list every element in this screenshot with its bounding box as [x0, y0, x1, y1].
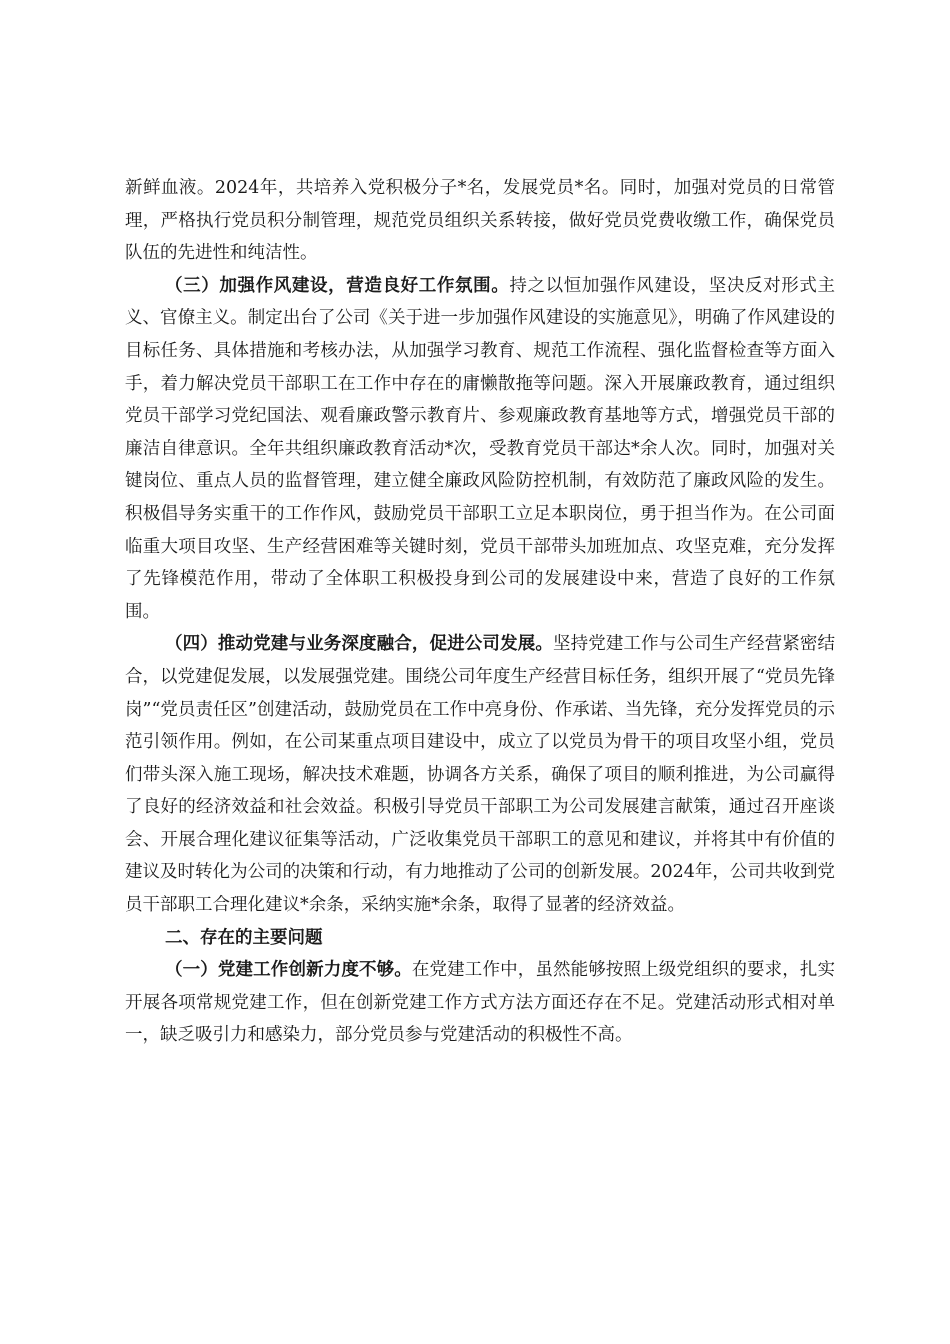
- paragraph-lead-heading: （三）加强作风建设，营造良好工作氛围。: [165, 275, 510, 296]
- paragraph-lead-heading: （一）党建工作创新力度不够。: [165, 960, 412, 981]
- paragraph-text: 新鲜血液。2024年，共培养入党积极分子*名，发展党员*名。同时，加强对党员的日常管理，严格执行党员积分制管理，规范党员组织关系转接，做好党员党费收缴工作，确保党员队伍的先进性和纯洁性。: [125, 178, 835, 264]
- paragraph-lead-heading: （四）推动党建与业务深度融合，促进公司发展。: [165, 634, 553, 655]
- paragraph-integration: [125, 628, 835, 921]
- document-page: [125, 172, 835, 1052]
- section-heading: 二、存在的主要问题: [165, 927, 323, 948]
- paragraph-continuation: [125, 172, 835, 270]
- paragraph-text: 在党建工作中，虽然能够按照上级党组织的要求，扎实开展各项常规党建工作，但在创新党建工作方式方法方面还存在不足。党建活动形式相对单一，缺乏吸引力和感染力，部分党员参与党建活动的积极性不高。: [125, 960, 836, 1046]
- paragraph-text: 坚持党建工作与公司生产经营紧密结合，以党建促发展，以发展强党建。围绕公司年度生产经营目标任务，组织开展了“党员先锋岗”“党员责任区”创建活动，鼓励党员在工作中亮身份、作承诺、当先锋，充分发挥党员的示范引领作用。例如，在公司某重点项目建设中，成立了以党员为骨干的项目攻坚小组，党员们带头深入施工现场，解决技术难题，协调各方关系，确保了项目的顺利推进，为公司赢得了良好的经济效益和社会效益。积极引导党员干部职工为公司发展建言献策，通过召开座谈会、开展合理化建议征集等活动，广泛收集党员干部职工的意见和建议，并将其中有价值的建议及时转化为公司的决策和行动，有力地推动了公司的创新发展。2024年，公司共收到党员干部职工合理化建议*余条，采纳实施*余条，取得了显著的经济效益。: [125, 634, 836, 916]
- paragraph-text: 持之以恒加强作风建设，坚决反对形式主义、官僚主义。制定出台了公司《关于进一步加强作风建设的实施意见》，明确了作风建设的目标任务、具体措施和考核办法，从加强学习教育、规范工作流程、强化监督检查等方面入手，着力解决党员干部职工在工作中存在的庸懒散拖等问题。深入开展廉政教育，通过组织党员干部学习党纪国法、观看廉政警示教育片、参观廉政教育基地等方式，增强党员干部的廉洁自律意识。全年共组织廉政教育活动*次，受教育党员干部达*余人次。同时，加强对关键岗位、重点人员的监督管理，建立健全廉政风险防控机制，有效防范了廉政风险的发生。积极倡导务实重干的工作作风，鼓励党员干部职工立足本职岗位，勇于担当作为。在公司面临重大项目攻坚、生产经营困难等关键时刻，党员干部带头加班加点、攻坚克难，充分发挥了先锋模范作用，带动了全体职工积极投身到公司的发展建设中来，营造了良好的工作氛围。: [125, 275, 835, 622]
- paragraph-work-style: [125, 270, 835, 629]
- paragraph-problem-innovation: [125, 954, 835, 1052]
